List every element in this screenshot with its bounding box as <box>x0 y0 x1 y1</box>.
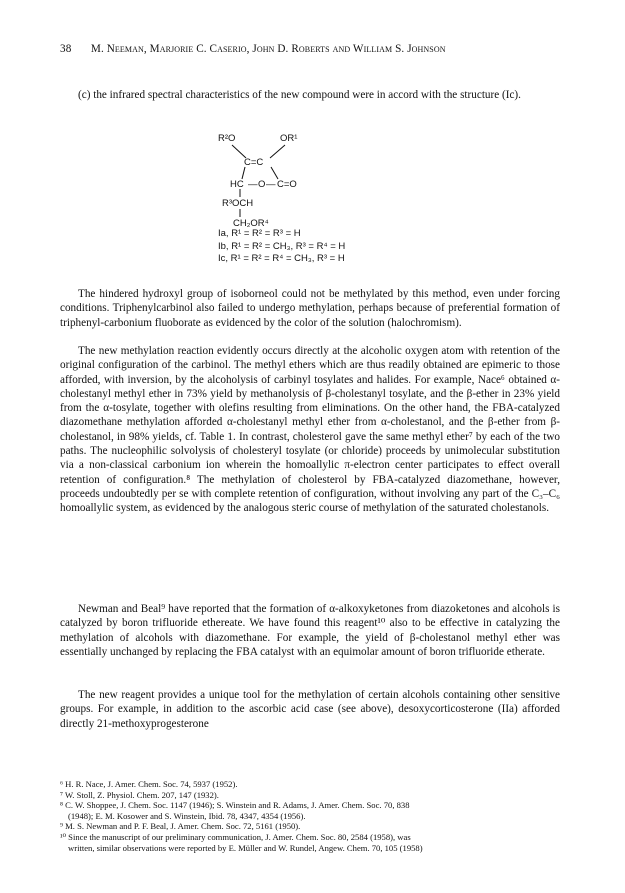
paragraph-mechanism <box>60 344 560 516</box>
r2o-label: R²O <box>218 133 236 144</box>
hc-label: HC <box>230 179 244 190</box>
footnote-7: ⁷ W. Stoll, Z. Physiol. Chem. 207, 147 (1932). <box>60 789 219 800</box>
or1-label: OR¹ <box>280 133 298 144</box>
paragraph-text: The hindered hydroxyl group of isoborneol could not be methylated by this method, even under forcing conditions. Triphenylcarbinol also failed to undergo methylation, perhaps because of preferential formation of triphenyl-carbonium fluoborate as evidenced by the color of the solution (halochromism). <box>60 288 560 329</box>
footnote-8: ⁸ C. W. Shoppee, J. Chem. Soc. 1147 (1946); S. Winstein and R. Adams, J. Amer. Chem. Soc. 70, 838 <box>60 800 410 811</box>
paragraph-isoborneol <box>60 287 560 330</box>
ch2or4-label: CH₂OR⁴ <box>233 218 269 229</box>
footnotes <box>60 779 565 853</box>
alkene-label: C=C <box>244 157 264 168</box>
footnote-10-cont: written, similar observations were reported by E. Müller and W. Rundel, Angew. Chem. 70, 105 (1958) <box>68 842 423 853</box>
paragraph-text: Newman and Beal⁹ have reported that the formation of α-alkoxyketones from diazoketones and alcohols is catalyzed by boron trifluoride ethereate. We have found this reagent¹⁰ also to be effective in catalyzing the methylation of alcohols with diazomethane. For example, the yield of β-cholestanol methyl ether was essentially unchanged by replacing the FBA catalyst with an equimolar amount of boron trifluoride etherate. <box>60 603 560 658</box>
structure-diagram: R²O OR¹ C=C HC — O — C=O R³OCH CH₂OR⁴ <box>200 133 500 263</box>
paragraph-text: The new reagent provides a unique tool for the methylation of certain alcohols containing other sensitive groups. For example, in addition to the ascorbic acid case (see above), desoxycorticosterone (IIa) afforded directly 21-methoxyprogesterone <box>60 689 560 730</box>
footnote-9: ⁹ M. S. Newman and P. F. Beal, J. Amer. Chem. Soc. 72, 5161 (1950). <box>60 821 301 832</box>
running-header <box>60 43 560 55</box>
carbonyl-label: C=O <box>277 179 297 190</box>
page-number: 38 <box>60 43 72 55</box>
legend-ia: Ia, R¹ = R² = R³ = H <box>218 228 301 239</box>
structure-legend <box>218 228 345 266</box>
paragraph-newman-beal <box>60 602 560 659</box>
footnote-10: ¹⁰ Since the manuscript of our preliminary communication, J. Amer. Chem. Soc. 80, 2584 (1958), was <box>60 831 411 842</box>
author-line: M. Neeman, Marjorie C. Caserio, John D. Roberts and William S. Johnson <box>90 43 446 55</box>
footnote-6: ⁶ H. R. Nace, J. Amer. Chem. Soc. 74, 5937 (1952). <box>60 779 238 789</box>
intro-paragraph <box>60 88 560 102</box>
legend-ic: Ic, R¹ = R² = R⁴ = CH₃, R³ = H <box>218 253 345 264</box>
paragraph-new-reagent <box>60 688 560 731</box>
r3och-label: R³OCH <box>222 198 254 209</box>
paragraph-text: The new methylation reaction evidently occurs directly at the alcoholic oxygen atom with retention of the original configuration of the carbinol. The methyl ethers which are thus readily obtained are epimeric to those afforded, with inversion, by the alcoholysis of carbinyl tosylates and halides. For example, Nace⁶ obtained α-cholestanyl methyl ether in 73% yield by methanolysis of β-cholestanyl tosylate, and the β-ether in 23% yield from the α-tosylate, together with olefins resulting from eliminations. On the other hand, the FBA-catalyzed diazomethane methylation afforded α-cholestanyl methyl ether from α-cholestanol, and the β-ether from β-cholestanol, in 98% yields, cf. Table 1. In contrast, cholesterol gave the same methyl ether⁷ by each of the two paths. The nucleophilic solvolysis of cholesteryl tosylate (or chloride) proceeds by unimolecular substitution via a non-classical carbonium ion wherein the homoallylic π-electron center participates to effect overall retention of configuration.⁸ The methylation of cholesterol by FBA-catalyzed diazomethane, however, proceeds undoubtedly per se with complete retention of configuration, without involving any part of the C₃–C₆ homoallylic system, as evidenced by the analogous steric course of methylation of the saturated cholestanols. <box>60 345 560 515</box>
ring-oxygen-label: O <box>258 179 266 190</box>
intro-text: (c) the infrared spectral characteristics of the new compound were in accord with the structure (Ic). <box>78 89 521 101</box>
footnote-8-cont: (1948); E. M. Kosower and S. Winstein, Ibid. 78, 4347, 4354 (1956). <box>68 810 306 821</box>
legend-ib: Ib, R¹ = R² = CH₃, R³ = R⁴ = H <box>218 240 346 252</box>
